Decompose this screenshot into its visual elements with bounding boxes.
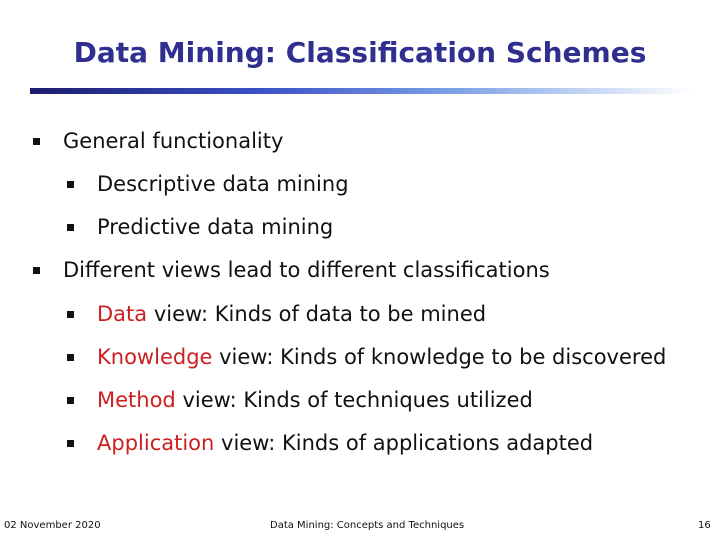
bullet-data-view (67, 302, 486, 326)
bullet-text: view: Kinds of knowledge to be discovered (212, 345, 667, 369)
square-bullet-icon (33, 138, 40, 145)
highlight-term: Application (97, 431, 215, 455)
highlight-term: Data (97, 302, 148, 326)
highlight-term: Method (97, 388, 176, 412)
bullet-predictive (67, 215, 333, 239)
footer-title: Data Mining: Concepts and Techniques (270, 520, 465, 531)
bullet-text: view: Kinds of applications adapted (214, 431, 594, 455)
bullet-application-view (67, 431, 593, 455)
square-bullet-icon (33, 267, 40, 274)
square-bullet-icon (67, 224, 74, 231)
bullet-text: General functionality (63, 129, 284, 153)
bullet-knowledge-view (67, 345, 666, 369)
highlight-term: Knowledge (97, 345, 213, 369)
bullet-descriptive (67, 172, 349, 196)
square-bullet-icon (67, 440, 74, 447)
bullet-text: view: Kinds of data to be mined (147, 302, 487, 326)
square-bullet-icon (67, 311, 74, 318)
page-number: 16 (698, 520, 711, 531)
bullet-different-views (33, 258, 550, 282)
bullet-method-view (67, 388, 533, 412)
square-bullet-icon (67, 181, 74, 188)
title-underline (30, 88, 692, 94)
footer-date: 02 November 2020 (4, 520, 101, 531)
bullet-general-functionality (33, 129, 283, 153)
bullet-text: Different views lead to different classifications (63, 258, 550, 282)
bullet-text: view: Kinds of techniques utilized (175, 388, 533, 412)
square-bullet-icon (67, 397, 74, 404)
bullet-text: Descriptive data mining (97, 172, 349, 196)
slide-title: Data Mining: Classification Schemes (73, 36, 647, 69)
bullet-text: Predictive data mining (97, 215, 334, 239)
square-bullet-icon (67, 354, 74, 361)
